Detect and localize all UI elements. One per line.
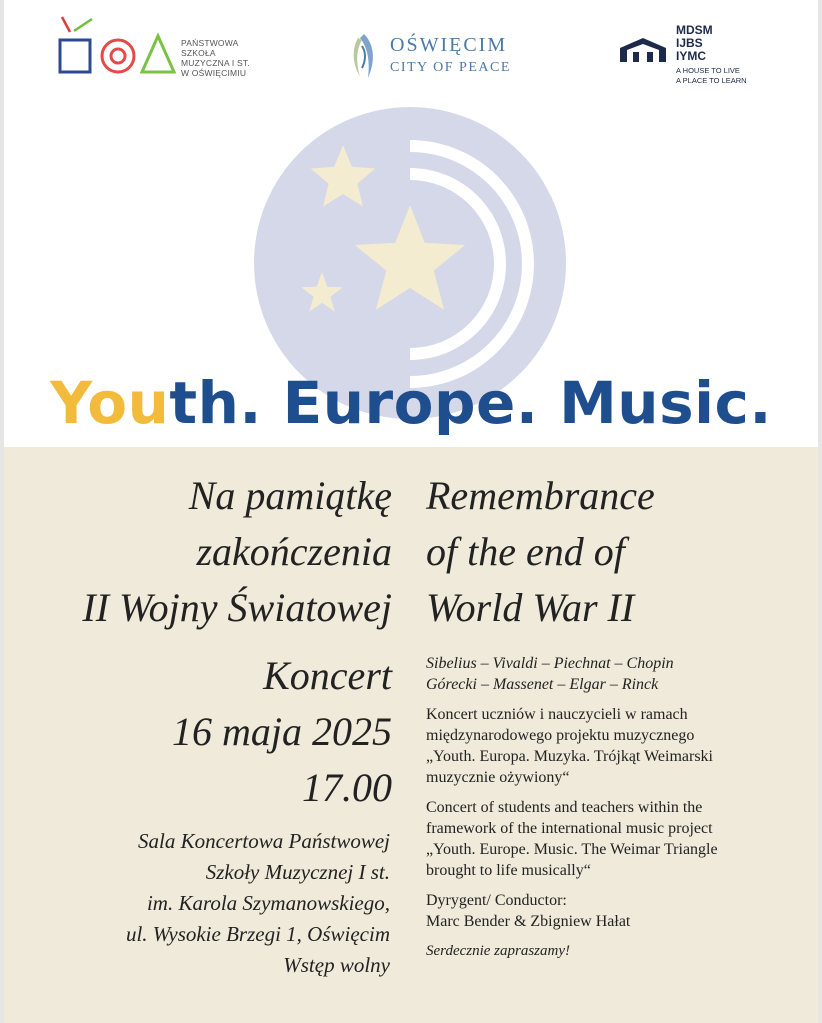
mdsm-tagline: A HOUSE TO LIVE — [676, 66, 740, 75]
composers-line: Górecki – Massenet – Elgar – Rinck — [426, 676, 659, 693]
school-logo-line: W OŚWIĘCIMIU — [181, 68, 247, 78]
heading-en-line: World War II — [426, 585, 635, 630]
desc-en-line: „Youth. Europe. Music. The Weimar Triangle — [426, 841, 718, 858]
city-tagline: CITY OF PEACE — [390, 60, 511, 75]
conductor-names: Marc Bender & Zbigniew Hałat — [426, 913, 631, 930]
heading-en-line: of the end of — [426, 529, 625, 574]
venue-line: Szkoły Muzycznej I st. — [205, 860, 390, 884]
mdsm-line: IJBS — [676, 36, 703, 50]
composers-line: Sibelius – Vivaldi – Piechnat – Chopin — [426, 655, 674, 672]
city-name: OŚWIĘCIM — [390, 34, 508, 56]
program-details — [426, 653, 776, 962]
desc-pl-line: „Youth. Europa. Muzyka. Trójkąt Weimarski — [426, 748, 713, 765]
invitation-text: Serdecznie zapraszamy! — [426, 943, 571, 959]
heading-pl-line: zakończenia — [196, 529, 392, 574]
concert-info — [172, 648, 392, 816]
description-polish — [426, 704, 776, 788]
desc-pl-line: Koncert uczniów i nauczycieli w ramach — [426, 706, 688, 723]
conductor-label: Dyrygent/ Conductor: — [426, 892, 567, 909]
concert-date: 16 maja 2025 — [172, 709, 392, 754]
venue-line: im. Karola Szymanowskiego, — [146, 891, 390, 915]
concert-time: 17.00 — [302, 765, 392, 810]
venue-line: ul. Wysokie Brzegi 1, Oświęcim — [125, 922, 390, 946]
mdsm-tagline: A PLACE TO LEARN — [676, 76, 747, 85]
title-highlight: You — [50, 369, 170, 437]
heading-english — [426, 468, 655, 636]
venue-line: Sala Koncertowa Państwowej — [138, 829, 390, 853]
desc-pl-line: muzycznie ożywiony“ — [426, 769, 570, 786]
concert-label: Koncert — [263, 653, 392, 698]
heading-polish — [82, 468, 392, 636]
heading-pl-line: II Wojny Światowej — [82, 585, 392, 630]
heading-en-line: Remembrance — [426, 473, 655, 518]
admission-note: Wstęp wolny — [283, 953, 390, 977]
desc-en-line: Concert of students and teachers within the — [426, 799, 703, 816]
heading-pl-line: Na pamiątkę — [188, 473, 392, 518]
school-logo-line: MUZYCZNA I ST. — [181, 58, 250, 68]
mdsm-line: IYMC — [676, 49, 706, 63]
school-logo-line: PAŃSTWOWA — [181, 38, 239, 48]
desc-en-line: brought to life musically“ — [426, 862, 591, 879]
desc-pl-line: międzynarodowego projektu muzycznego — [426, 727, 695, 744]
school-logo-line: SZKOŁA — [181, 48, 216, 58]
venue-info — [126, 826, 390, 981]
mdsm-line: MDSM — [676, 23, 713, 37]
desc-en-line: framework of the international music project — [426, 820, 713, 837]
main-title — [0, 369, 822, 437]
title-rest: th. Europe. Music. — [169, 369, 772, 437]
conductor-info — [426, 890, 776, 932]
description-english — [426, 797, 776, 881]
composers-list — [426, 653, 776, 695]
